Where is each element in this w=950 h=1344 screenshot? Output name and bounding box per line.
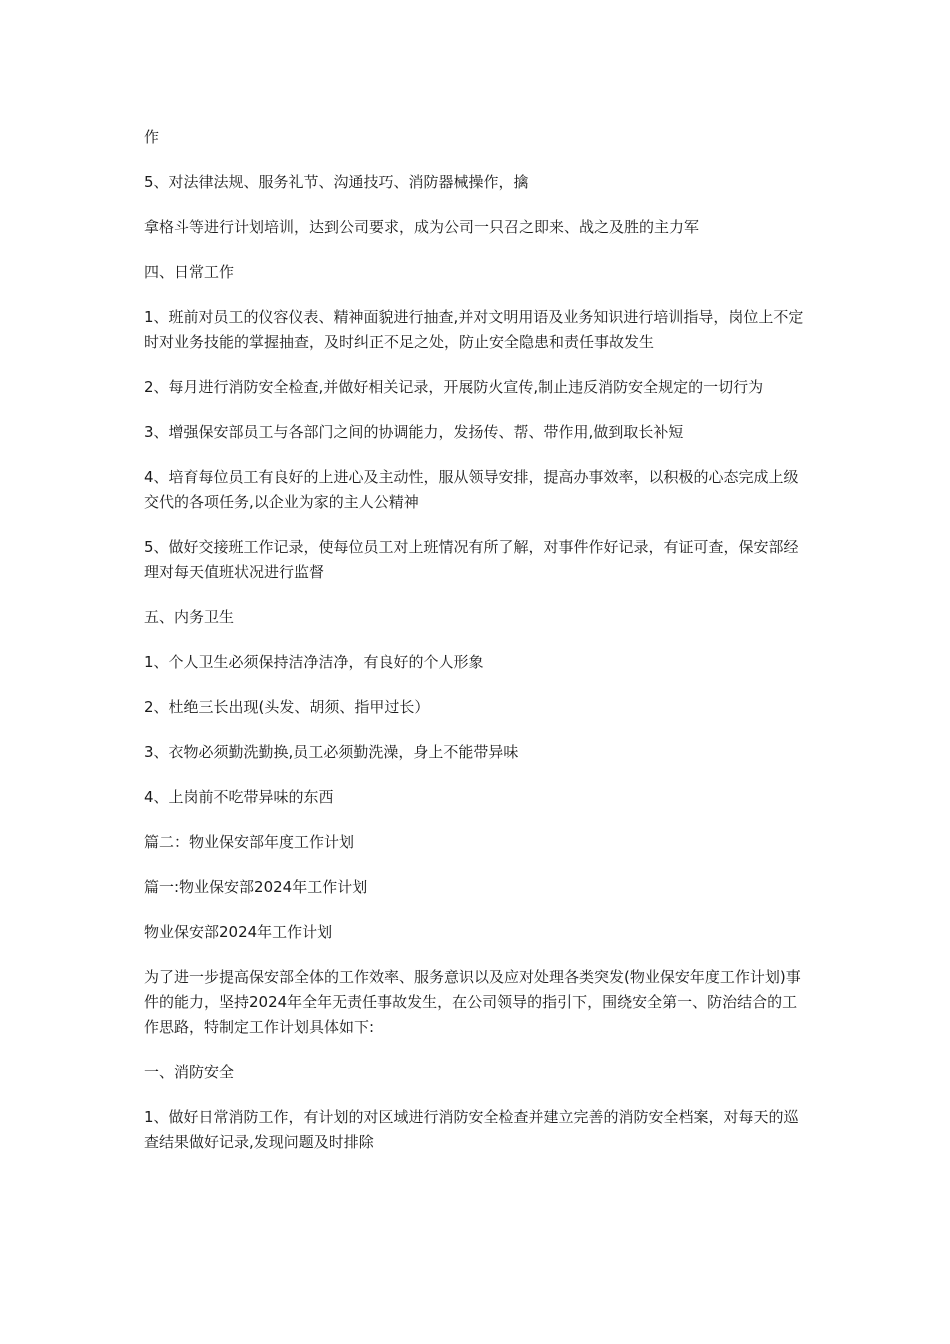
paragraph: 拿格斗等进行计划培训，达到公司要求，成为公司一只召之即来、战之及胜的主力军 <box>144 218 700 236</box>
paragraph: 1、个人卫生必须保持洁净洁净，有良好的个人形象 <box>144 653 484 671</box>
document-body <box>144 125 812 1175</box>
paragraph: 2、每月进行消防安全检查,并做好相关记录，开展防火宣传,制止违反消防安全规定的一切行为 <box>144 378 764 396</box>
section-heading: 五、内务卫生 <box>144 608 235 626</box>
paragraph: 为了进一步提高保安部全体的工作效率、服务意识以及应对处理各类突发(物业保安年度工作计划)事件的能力，坚持2024年全年无责任事故发生，在公司领导的指引下，围绕安全第一、防治结合的工作思路，特制定工作计划具体如下: <box>144 968 801 1036</box>
paragraph: 5、做好交接班工作记录，使每位员工对上班情况有所了解，对事件作好记录，有证可查，保安部经理对每天值班状况进行监督 <box>144 538 799 581</box>
paragraph: 1、做好日常消防工作，有计划的对区域进行消防安全检查并建立完善的消防安全档案，对每天的巡查结果做好记录,发现问题及时排除 <box>144 1108 799 1151</box>
section-heading: 四、日常工作 <box>144 263 235 281</box>
paragraph: 作 <box>144 128 160 146</box>
paragraph: 5、对法律法规、服务礼节、沟通技巧、消防器械操作，擒 <box>144 173 529 191</box>
paragraph: 3、增强保安部员工与各部门之间的协调能力，发扬传、帮、带作用,做到取长补短 <box>144 423 684 441</box>
article-title: 篇一:物业保安部2024年工作计划 <box>144 878 368 896</box>
paragraph: 4、培育每位员工有良好的上进心及主动性，服从领导安排，提高办事效率，以积极的心态完成上级交代的各项任务,以企业为家的主人公精神 <box>144 468 799 511</box>
plan-title: 物业保安部2024年工作计划 <box>144 923 333 941</box>
paragraph: 4、上岗前不吃带异味的东西 <box>144 788 334 806</box>
paragraph: 2、杜绝三长出现(头发、胡须、指甲过长） <box>144 698 430 716</box>
paragraph: 3、衣物必须勤洗勤换,员工必须勤洗澡，身上不能带异味 <box>144 743 519 761</box>
section-heading: 一、消防安全 <box>144 1063 235 1081</box>
paragraph: 1、班前对员工的仪容仪表、精神面貌进行抽查,并对文明用语及业务知识进行培训指导，岗位上不定时对业务技能的掌握抽查，及时纠正不足之处，防止安全隐患和责任事故发生 <box>144 308 804 351</box>
article-title: 篇二：物业保安部年度工作计划 <box>144 833 355 851</box>
